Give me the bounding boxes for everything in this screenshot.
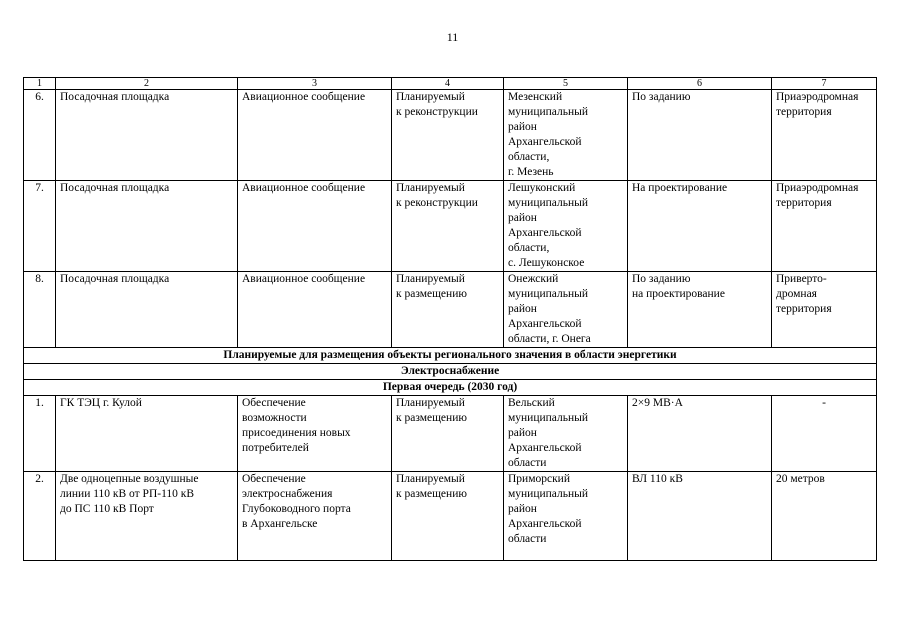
object-location: Онежский муниципальный район Архангельской области, г. Онега <box>504 272 628 348</box>
object-name: Посадочная площадка <box>56 181 238 272</box>
object-status: Планируемый к размещению <box>392 472 504 561</box>
table-row <box>24 396 877 472</box>
table-row <box>24 272 877 348</box>
section-row <box>24 380 877 396</box>
object-name: Посадочная площадка <box>56 272 238 348</box>
object-zone: Приаэродромная территория <box>772 90 877 181</box>
object-parameters: На проектирование <box>628 181 772 272</box>
row-number: 8. <box>24 272 56 348</box>
row-number: 6. <box>24 90 56 181</box>
table-row <box>24 90 877 181</box>
section-row <box>24 364 877 380</box>
object-parameters: 2×9 МВ·А <box>628 396 772 472</box>
table-row <box>24 472 877 561</box>
object-location: Лешуконский муниципальный район Архангельской области, с. Лешуконское <box>504 181 628 272</box>
row-number: 2. <box>24 472 56 561</box>
object-status: Планируемый к реконструкции <box>392 181 504 272</box>
page-number: 11 <box>446 30 459 44</box>
column-number-row <box>24 78 877 90</box>
object-purpose: Авиационное сообщение <box>238 181 392 272</box>
column-number: 6 <box>628 78 772 90</box>
column-number: 4 <box>392 78 504 90</box>
object-parameters: ВЛ 110 кВ <box>628 472 772 561</box>
object-location: Мезенский муниципальный район Архангельской области, г. Мезень <box>504 90 628 181</box>
object-purpose: Обеспечение электроснабжения Глубоководного порта в Архангельске <box>238 472 392 561</box>
object-zone: - <box>772 396 877 472</box>
object-location: Вельский муниципальный район Архангельской области <box>504 396 628 472</box>
object-status: Планируемый к размещению <box>392 272 504 348</box>
column-number: 1 <box>24 78 56 90</box>
object-parameters: По заданию на проектирование <box>628 272 772 348</box>
object-zone: Приаэродромная территория <box>772 181 877 272</box>
section-heading-first-stage: Первая очередь (2030 год) <box>24 380 877 396</box>
row-number: 1. <box>24 396 56 472</box>
planning-table <box>23 77 877 561</box>
column-number: 3 <box>238 78 392 90</box>
object-parameters: По заданию <box>628 90 772 181</box>
table-row <box>24 181 877 272</box>
object-status: Планируемый к размещению <box>392 396 504 472</box>
object-name: Две одноцепные воздушные линии 110 кВ от РП-110 кВ до ПС 110 кВ Порт <box>56 472 238 561</box>
object-purpose: Авиационное сообщение <box>238 90 392 181</box>
row-number: 7. <box>24 181 56 272</box>
object-name: Посадочная площадка <box>56 90 238 181</box>
object-status: Планируемый к реконструкции <box>392 90 504 181</box>
section-row <box>24 348 877 364</box>
object-purpose: Обеспечение возможности присоединения новых потребителей <box>238 396 392 472</box>
object-purpose: Авиационное сообщение <box>238 272 392 348</box>
section-heading-energy: Планируемые для размещения объекты регионального значения в области энергетики <box>24 348 877 364</box>
section-heading-power-supply: Электроснабжение <box>24 364 877 380</box>
object-zone: Приверто- дромная территория <box>772 272 877 348</box>
object-name: ГК ТЭЦ г. Кулой <box>56 396 238 472</box>
column-number: 7 <box>772 78 877 90</box>
object-zone: 20 метров <box>772 472 877 561</box>
column-number: 2 <box>56 78 238 90</box>
object-location: Приморский муниципальный район Архангельской области <box>504 472 628 561</box>
column-number: 5 <box>504 78 628 90</box>
